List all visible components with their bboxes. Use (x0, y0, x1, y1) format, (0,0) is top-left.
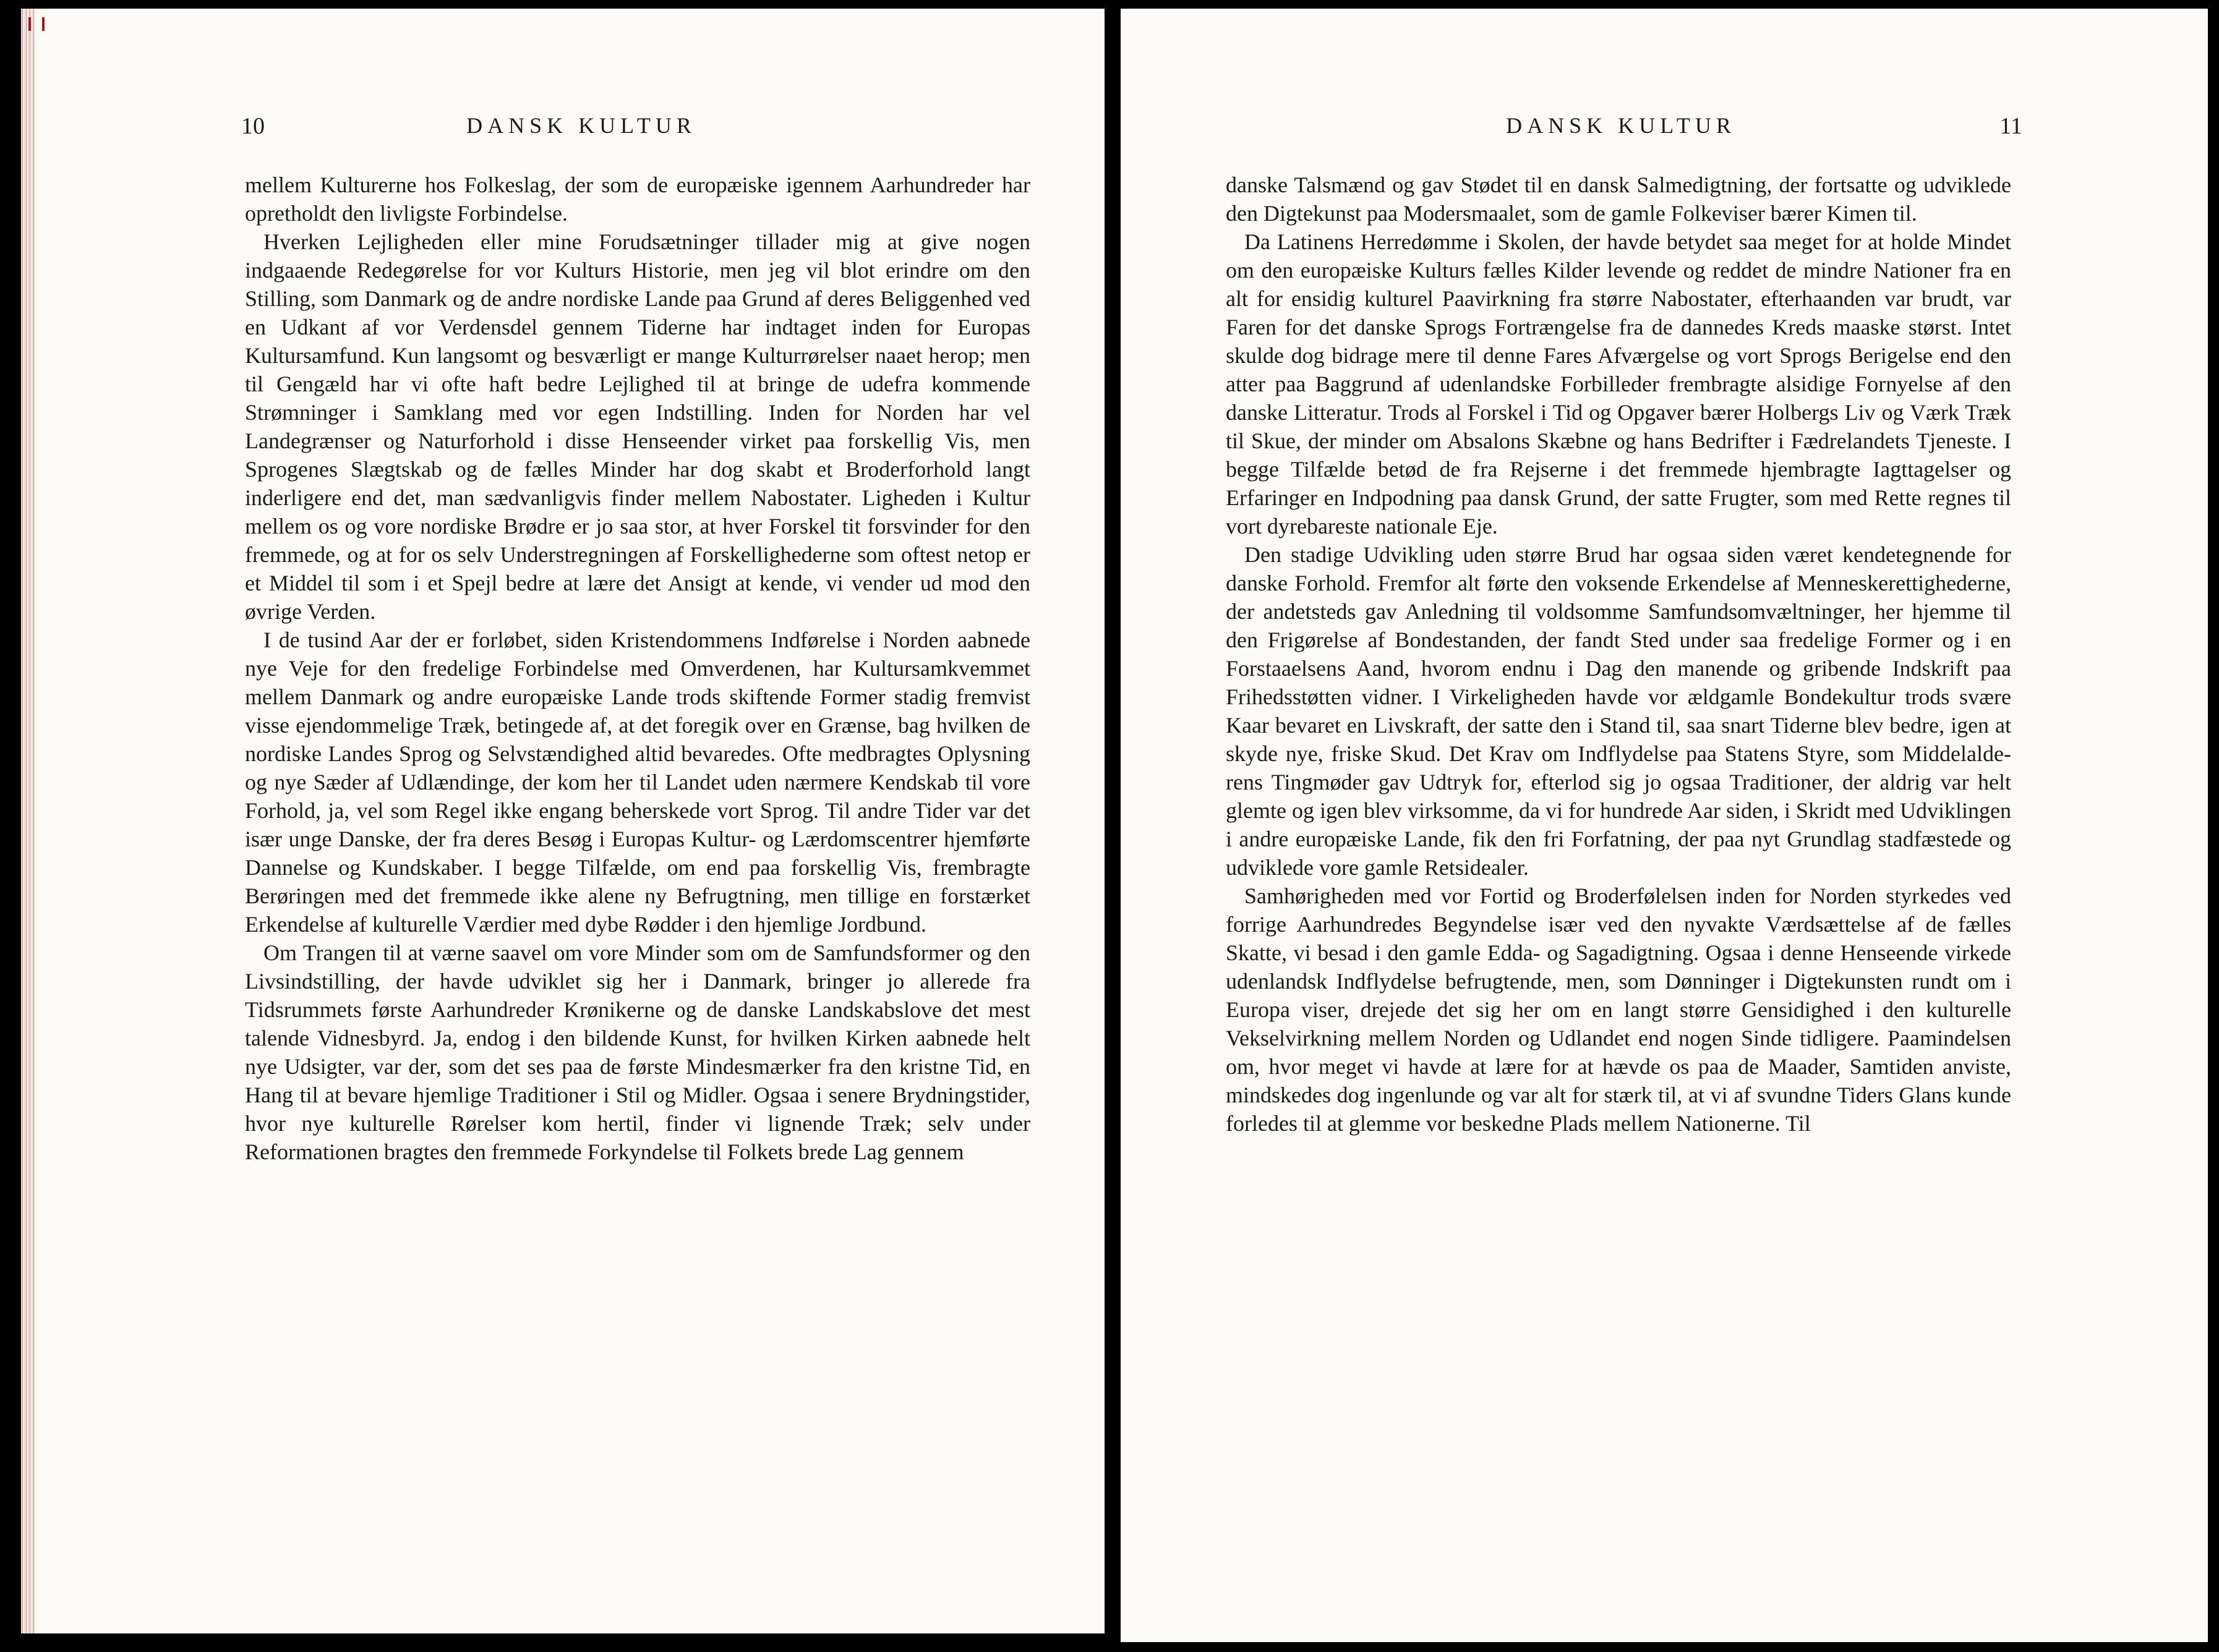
paragraph: danske Talsmænd og gav Stødet til en dansk Salmedigtning, der fortsatte og udviklede den Digtekunst paa Modersmaalet, som de gamle Folkeviser bærer Kimen til. (1226, 172, 2011, 226)
running-header (1121, 113, 2208, 150)
page-number: 11 (1999, 113, 2022, 139)
right-page (1121, 9, 2208, 1642)
left-page (21, 9, 1105, 1633)
paragraph: mellem Kulturerne hos Folkeslag, der som de europæiske igennem Aarhundreder har opretholdt den livligste Forbindelse. (245, 172, 1030, 226)
paragraph: Hverken Lejligheden eller mine Forudsætninger tillader mig at give nogen indgaaende Redegørelse for vor Kulturs Historie, men jeg vil blot erindre om den Stilling, som Danmark og de andre nordiske Lande paa Grund af deres Beliggenhed ved en Udkant af vor Verdensdel gennem Tiderne har indtaget inden for Europas Kultursamfund. Kun langsomt og besværligt er mange Kulturrørelser naaet herop; men til Gengæld har vi ofte haft bedre Lejlighed til at bringe de udefra kommende Strømninger i Samklang med vor egen Indstilling. Inden for Norden har vel Landegrænser og Naturforhold i disse Henseender virket paa forskellig Vis, men Sprogenes Slægtskab og de fælles Minder har dog skabt et Broderforhold langt inderligere end det, man sædvanligvis finder mellem Nabostater. Ligheden i Kultur mellem os og vore nordiske Brødre er jo saa stor, at hver Forskel tit forsvinder for den fremmede, og at for os selv Understregningen af Forskellighederne som oftest netop er et Middel til som i et Spejl bedre at lære det Ansigt at kende, vi vender ud mod den øvrige Verden. (245, 229, 1030, 624)
page-edge-mark (42, 17, 45, 31)
paragraph: Den stadige Udvikling uden større Brud har ogsaa siden været kendetegnende for danske Forhold. Fremfor alt førte den voksende Erkendelse af Menneskerettighederne, der andetsteds gav Anledning til voldsomme Samfundsomvæltninger, her hjemme til den Frigørelse af Bondestanden, der fandt Sted under saa fredelige Former og i en Forstaaelsens Aand, hvorom endnu i Dag den manende og gribende Indskrift paa Frihedsstøtten vidner. I Virkeligheden havde vor ældgamle Bondekultur trods svære Kaar bevaret en Livskraft, der satte den i Stand til, saa snart Tiderne blev bedre, igen at skyde nye, friske Skud. Det Krav om Indflydelse paa Statens Styre, som Middelalderens Tingmøder gav Udtryk for, efterlod sig jo ogsaa Traditioner, der aldrig var helt glemte og igen blev virksomme, da vi for hundrede Aar siden, i Skridt med Udviklingen i andre europæiske Lande, fik den fri Forfatning, der paa nyt Grundlag stadfæstede og udviklede vore gamle Retsidealer. (1226, 542, 2011, 880)
page-edge-mark (28, 17, 31, 31)
body-text (1226, 171, 2011, 1138)
paragraph: I de tusind Aar der er forløbet, siden Kristendommens Indførelse i Norden aabnede nye Veje for den fredelige Forbindelse med Omverdenen, har Kultursamkvemmet mellem Danmark og andre europæiske Lande trods skiftende Former stadig fremvist visse ejendommelige Træk, betingede af, at det foregik over en Grænse, bag hvilken de nordiske Landes Sprog og Selvstændighed altid bevaredes. Ofte medbragtes Oplysning og nye Sæder af Udlændinge, der kom her til Landet uden nærmere Kendskab til vore Forhold, ja, vel som Regel ikke engang beherskede vort Sprog. Til andre Tider var det især unge Danske, der fra deres Besøg i Europas Kultur- og Lærdomscentrer hjemførte Dannelse og Kundskaber. I begge Tilfælde, om end paa forskellig Vis, frembragte Berøringen med det fremmede ikke alene ny Befrugtning, men tillige en forstærket Erkendelse af kulturelle Værdier med dybe Rødder i den hjemlige Jordbund. (245, 628, 1030, 937)
body-text (245, 171, 1030, 1166)
running-title: DANSK KULTUR (466, 113, 696, 138)
running-header (21, 113, 1105, 150)
running-title: DANSK KULTUR (1506, 113, 1736, 138)
page-number: 10 (241, 113, 265, 139)
page-edge-strips (21, 9, 35, 1633)
paragraph: Samhørigheden med vor Fortid og Broderfølelsen inden for Norden styrkedes ved forrige Aarhundredes Begyndelse især ved den nyvakte Værdsættelse af de fælles Skatte, vi besad i den gamle Edda- og Sagadigtning. Ogsaa i denne Henseende virkede udenlandsk Indflydelse befrugtende, men, som Dønninger i Digtekunsten rundt om i Europa viser, drejede det sig her om en langt større Gensidighed i den kulturelle Vekselvirkning mellem Norden og Udlandet end nogen Sinde tidligere. Paamindelsen om, hvor meget vi havde at lære for at hævde os paa de Maader, Samtiden anviste, mindskedes dog ingenlunde og var alt for stærk til, at vi af svundne Tiders Glans kunde forledes til at glemme vor beskedne Plads mellem Nationerne. Til (1226, 883, 2011, 1136)
paragraph: Om Trangen til at værne saavel om vore Minder som om de Samfundsformer og den Livsindstilling, der havde udviklet sig her i Danmark, bringer jo allerede fra Tidsrummets første Aarhundreder Krønikerne og de danske Landskabslove det mest talende Vidnesbyrd. Ja, endog i den bildende Kunst, for hvilken Kirken aabnede helt nye Udsigter, var der, som det ses paa de første Mindesmærker fra den kristne Tid, en Hang til at bevare hjemlige Traditioner i Stil og Midler. Ogsaa i senere Brydningstider, hvor nye kulturelle Rørelser kom hertil, finder vi lignende Træk; selv under Reformationen bragtes den fremmede Forkyndelse til Folkets brede Lag gennem (245, 940, 1030, 1164)
paragraph: Da Latinens Herredømme i Skolen, der havde betydet saa meget for at holde Mindet om den europæiske Kulturs fælles Kilder levende og reddet de mindre Nationer fra en alt for ensidig kulturel Paavirkning fra større Nabostater, efterhaanden var brudt, var Faren for det danske Sprogs Fortrængelse fra de dannedes Kreds maaske størst. Intet skulde dog bidrage mere til denne Fares Afværgelse og vort Sprogs Berigelse end den atter paa Baggrund af udenlandske Forbilleder frembragte alsidige Fornyelse af den danske Litteratur. Trods al Forskel i Tid og Opgaver bærer Holbergs Liv og Værk Træk til Skue, der minder om Absalons Skæbne og hans Bedrifter i Fædrelandets Tjeneste. I begge Tilfælde betød de fra Rejserne i det fremmede hjembragte Iagttagelser og Erfaringer en Indpodning paa dansk Grund, der satte Frugter, som med Rette regnes til vort dyrebareste nationale Eje. (1226, 229, 2011, 539)
